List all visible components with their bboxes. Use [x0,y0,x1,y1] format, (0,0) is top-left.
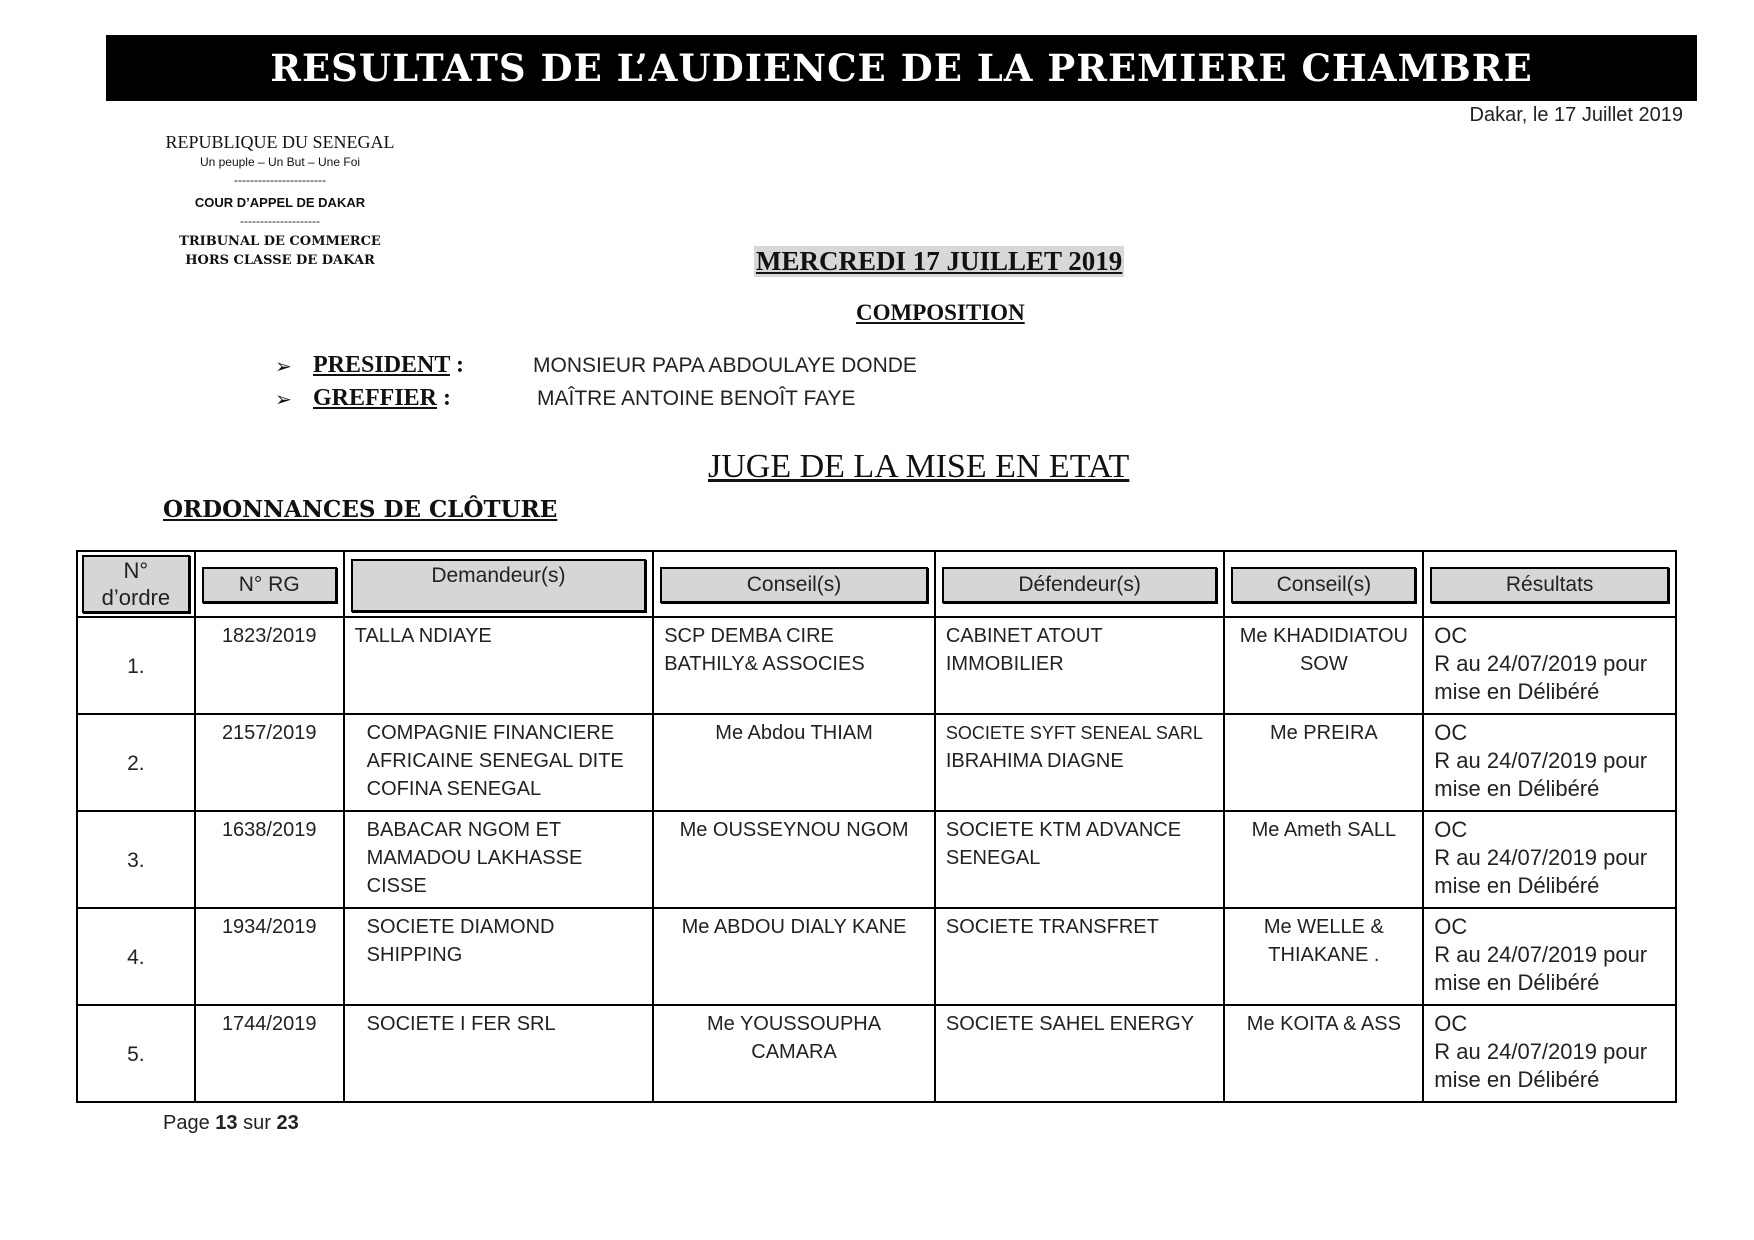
cell-defendeur [935,714,1225,811]
member-role [313,352,464,379]
republic-name: REPUBLIQUE DU SENEGAL [165,132,395,152]
member-role-suffix: : [449,352,464,378]
cell-conseil-defendeur: Me PREIRA [1224,714,1423,811]
section-title: JUGE DE LA MISE EN ETAT [708,448,1130,485]
footer-of-word: sur [243,1112,271,1134]
arrow-bullet-icon: ➢ [275,354,292,378]
defendeur-name: SOCIETE TRANSFRET [945,916,1159,938]
cell-resultat [1423,714,1676,811]
header-ordre [77,551,195,617]
resultat-code: OC [1434,914,1468,939]
footer-page-total: 23 [276,1112,299,1134]
table-row [77,1005,1676,1102]
cell-ordre: 1. [77,617,195,714]
hearing-date: MERCREDI 17 JUILLET 2019 [756,246,1123,276]
date-line: Dakar, le 17 Juillet 2019 [1469,104,1683,126]
resultat-detail: R au 24/07/2019 pour mise en Délibéré [1434,748,1648,801]
cell-conseil-demandeur: SCP DEMBA CIRE BATHILY& ASSOCIES [653,617,935,714]
cell-demandeur: SOCIETE I FER SRL [344,1005,654,1102]
cell-conseil-defendeur: Me KHADIDIATOU SOW [1224,617,1423,714]
cell-demandeur: COMPAGNIE FINANCIERE AFRICAINE SENEGAL DITE COFINA SENEGAL [344,714,654,811]
cell-demandeur: BABACAR NGOM ET MAMADOU LAKHASSE CISSE [344,811,654,908]
resultat-code: OC [1434,1011,1468,1036]
header-conseil-label: Conseil(s) [660,567,928,603]
cell-conseil-demandeur: Me ABDOU DIALY KANE [653,908,935,1005]
page-footer [163,1112,299,1135]
cell-defendeur [935,908,1225,1005]
cell-rg: 2157/2019 [195,714,344,811]
separator-line: -------------------- [240,214,320,228]
header-demandeurs-label: Demandeur(s) [351,559,647,612]
cell-conseil-defendeur: Me KOITA & ASS [1224,1005,1423,1102]
banner-title: RESULTATS DE L’AUDIENCE DE LA PREMIERE CHAMBRE [270,46,1533,90]
defendeur-name: SOCIETE SYFT SENEAL SARL [945,723,1203,743]
cell-demandeur: TALLA NDIAYE [344,617,654,714]
cell-ordre: 4. [77,908,195,1005]
member-name: MAÎTRE ANTOINE BENOÎT FAYE [537,387,856,410]
cell-conseil-demandeur: Me OUSSEYNOU NGOM [653,811,935,908]
cell-defendeur [935,617,1225,714]
resultat-code: OC [1434,720,1468,745]
cell-conseil-demandeur: Me YOUSSOUPHA CAMARA [653,1005,935,1102]
table-row [77,908,1676,1005]
header-resultats-label: Résultats [1430,567,1669,603]
resultat-code: OC [1434,817,1468,842]
defendeur-name: SOCIETE KTM ADVANCE SENEGAL [945,819,1182,869]
cell-rg: 1934/2019 [195,908,344,1005]
composition-heading: COMPOSITION [856,300,1025,325]
cell-ordre: 3. [77,811,195,908]
resultat-code: OC [1434,623,1468,648]
arrow-bullet-icon: ➢ [275,387,292,411]
cell-rg: 1744/2019 [195,1005,344,1102]
court-name: COUR D’APPEL DE DAKAR [194,195,366,210]
table-row [77,714,1676,811]
member-role-label: PRESIDENT [313,352,450,378]
header-conseil-demandeur [653,551,935,617]
header-defendeurs-label: Défendeur(s) [942,567,1218,603]
cell-defendeur [935,811,1225,908]
resultat-detail: R au 24/07/2019 pour mise en Délibéré [1434,942,1648,995]
cell-conseil-defendeur: Me Ameth SALL [1224,811,1423,908]
header-rg-label: N° RG [202,567,337,603]
cell-resultat [1423,908,1676,1005]
cell-demandeur: SOCIETE DIAMOND SHIPPING [344,908,654,1005]
cell-ordre: 5. [77,1005,195,1102]
header-ordre-line: d’ordre [101,585,171,610]
resultat-detail: R au 24/07/2019 pour mise en Délibéré [1434,1039,1648,1092]
member-role-suffix: : [437,385,452,411]
member-role-label: GREFFIER [313,385,438,411]
cell-rg: 1823/2019 [195,617,344,714]
header-ordre-line: N° [123,558,149,583]
defendeur-name: SOCIETE SAHEL ENERGY [945,1013,1195,1035]
resultat-detail: R au 24/07/2019 pour mise en Délibéré [1434,651,1648,704]
member-name: MONSIEUR PAPA ABDOULAYE DONDE [533,354,917,377]
tribunal-name [130,232,430,270]
cell-ordre: 2. [77,714,195,811]
tribunal-line: HORS CLASSE DE DAKAR [185,253,375,268]
cell-rg: 1638/2019 [195,811,344,908]
header-conseil-label: Conseil(s) [1231,567,1416,603]
national-motto: Un peuple – Un But – Une Foi [199,155,361,169]
member-role [313,385,451,412]
header-ordre-box [82,555,190,613]
tribunal-line: TRIBUNAL DE COMMERCE [179,234,381,249]
header-conseil-defendeur [1224,551,1423,617]
subsection-title: ORDONNANCES DE CLÔTURE [163,496,558,523]
header-defendeurs [935,551,1225,617]
defendeur-name: IBRAHIMA DIAGNE [945,750,1124,772]
page-banner [106,35,1697,101]
cell-conseil-defendeur: Me WELLE & THIAKANE . [1224,908,1423,1005]
footer-page-word: Page [163,1112,210,1134]
cell-resultat [1423,617,1676,714]
footer-page-number: 13 [215,1112,238,1134]
table-row [77,811,1676,908]
cell-conseil-demandeur: Me Abdou THIAM [653,714,935,811]
header-resultats [1423,551,1676,617]
table-header-row [77,551,1676,617]
results-table [76,550,1677,1103]
table-row [77,617,1676,714]
separator-line: ----------------------- [234,173,326,187]
issuer-block [130,132,430,270]
cell-resultat [1423,811,1676,908]
defendeur-name: CABINET ATOUT IMMOBILIER [945,625,1103,675]
header-rg [195,551,344,617]
header-demandeurs [344,551,654,617]
cell-resultat [1423,1005,1676,1102]
resultat-detail: R au 24/07/2019 pour mise en Délibéré [1434,845,1648,898]
cell-defendeur [935,1005,1225,1102]
